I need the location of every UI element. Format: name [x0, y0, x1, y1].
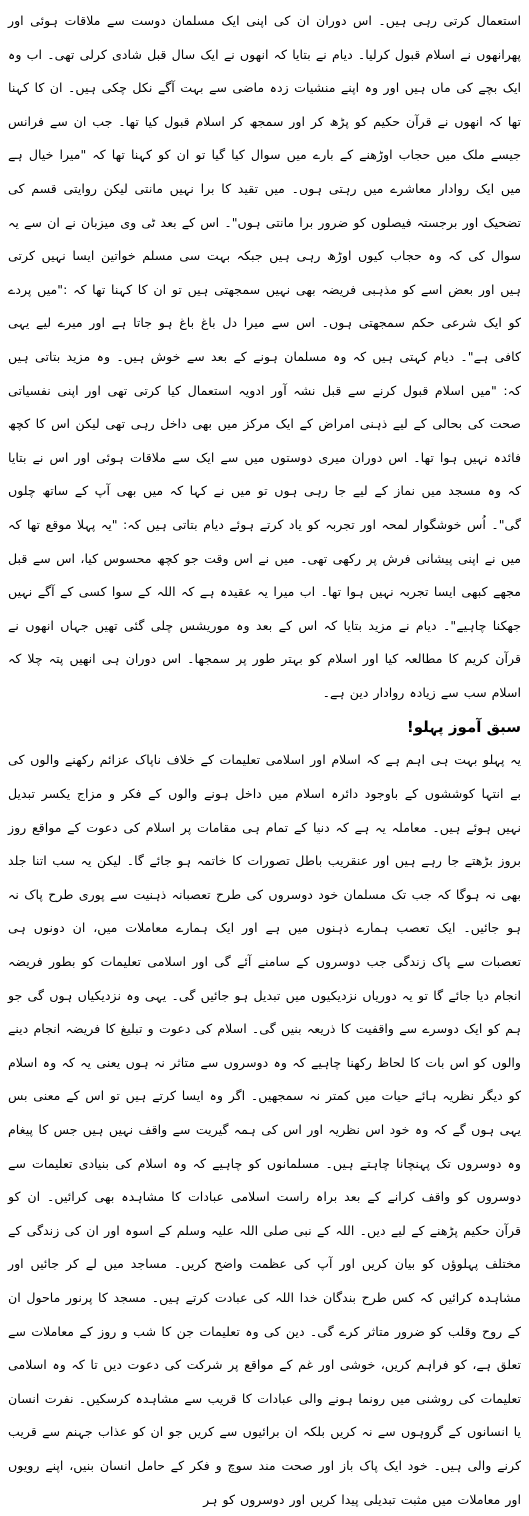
- article-paragraph-1: استعمال کرتی رہی ہیں۔ اس دوران ان کی اپنی ایک مسلمان دوست سے ملاقات ہوئی اور پھرانھوں نے اسلام قبول کرلیا۔ دیام نے بتایا کہ انھوں نے ایک سال قبل شادی کرلی تھی۔ اب وہ ایک بچے کی ماں ہیں اور وہ اپنے منشیات زدہ ماضی سے بہت آگے نکل چکی ہیں۔ ان کا کہنا تھا کہ انھوں نے قرآن حکیم کو پڑھ کر اور سمجھ کر اسلام قبول کیا تھا۔ جب ان سے فرانس جیسے ملک میں حجاب اوڑھنے کے بارے میں سوال کیا گیا تو ان کو کہنا تھا کہ "میرا خیال ہے میں ایک روادار معاشرے میں رہتی ہوں۔ میں تقید کا برا نہیں مانتی لیکن روایتی قسم کی تضحیک اور برجستہ فیصلوں کو ضرور برا مانتی ہوں"۔ اس کے بعد ٹی وی میزبان نے ان سے یہ سوال کی کہ وہ حجاب کیوں اوڑھ رہی ہیں جبکہ بہت سی مسلم خواتین ایسا نہیں کرتی ہیں اور بعض اسے کو مذہبی فریضہ بھی نہیں سمجھتی ہیں تو ان کا کہنا تھا کہ :"میں پردے کو ایک شرعی حکم سمجھتی ہوں۔ اس سے میرا دل باغ باغ ہو جاتا ہے اور میرے لیے یہی کافی ہے"۔ دیام کہتی ہیں کہ وہ مسلمان ہونے کے بعد سے خوش ہیں۔ وہ مزید بتاتی ہیں کہ: "میں اسلام قبول کرنے سے قبل نشہ آور ادویہ استعمال کیا کرتی تھی اور اپنی نفسیاتی صحت کی بحالی کے لیے ذہنی امراض کے ایک مرکز میں بھی داخل رہی تھی لیکن اس کا کچھ فائدہ نہیں ہوا تھا۔ اس دوران میری دوستوں میں سے ایک سے ملاقات ہوئی اور اس نے بتایا کہ وہ مسجد میں نماز کے لیے جا رہی ہوں تو میں نے کہا کہ میں بھی آپ کے ساتھ چلوں گی"۔ اُس خوشگوار لمحہ اور تجربہ کو یاد کرتے ہوئے دیام بتاتی ہیں کہ: "یہ پہلا موقع تھا کہ میں نے اپنی پیشانی فرش پر رکھی تھی۔ میں نے اس وقت جو کچھ محسوس کیا، اس سے قبل مجھے کبھی ایسا تجربہ نہیں ہوا تھا۔ اب میرا یہ عقیدہ ہے کہ اللہ کے سوا کسی کے آگے نہیں جھکنا چاہیے"۔ دیام نے مزید بتایا کہ اس کے بعد وہ موریشس چلی گئی تھیں جہاں انھوں نے قرآن کریم کا مطالعہ کیا اور اسلام کو بہتر طور پر سمجھا۔ اس دوران ہی انھیں پتہ چلا کہ اسلام سب سے زیادہ روادار دین ہے۔: [8, 13, 521, 700]
- section-heading: سبق آموز پہلو!: [406, 718, 521, 737]
- article-paragraph-2: یہ پہلو بہت ہی اہم ہے کہ اسلام اور اسلامی تعلیمات کے خلاف ناپاک عزائم رکھنے والوں کی بے انتہا کوششوں کے باوجود دائرہ اسلام میں داخل ہونے والوں کے فکر و مزاج یکسر تبدیل نہیں ہوئے ہیں۔ معاملہ یہ ہے کہ دنیا کے تمام ہی مقامات پر اسلام کی دعوت کے مواقع روز بروز بڑھتے جا رہے ہیں اور عنقریب باطل تصورات کا خاتمہ ہو جائے گا۔ لیکن یہ سب اتنا جلد بھی نہ ہوگا کہ جب تک مسلمان خود دوسروں کی طرح تعصبانہ ذہنیت سے پوری طرح پاک نہ ہو جائیں۔ ایک تعصب ہمارے ذہنوں میں ہے اور ایک ہمارے معاملات میں، ان دونوں ہی تعصبات سے پاک زندگی جب دوسروں کے سامنے آئے گی اور اسلامی تعلیمات کو بطور فریضہ انجام دیا جائے گا تو یہ دوریاں نزدیکیوں میں تبدیل ہو جائیں گی۔ یہی وہ نزدیکیاں ہوں گی جو ہم کو ایک دوسرے سے واقفیت کا ذریعہ بنیں گی۔ اسلام کی دعوت و تبلیغ کا فریضہ انجام دینے والوں کو اس بات کا لحاظ رکھنا چاہیے کہ وہ دوسروں سے متاثر نہ ہوں یعنی یہ کہ وہ اسلام کو دیگر نظریہ ہائے حیات میں کمتر نہ سمجھیں۔ اگر وہ ایسا کرتے ہیں تو اس کے معنی بس یہی ہوں گے کہ وہ خود اس نظریہ اور اس کی ہمہ گیریت سے واقف نہیں ہیں جس کا پیغام وہ دوسروں تک پہنچانا چاہتے ہیں۔ مسلمانوں کو چاہیے کہ وہ اسلام کی بنیادی تعلیمات سے دوسروں کو واقف کرانے کے بعد براہ راست اسلامی عبادات کا مشاہدہ بھی کرائیں۔ ان کو قرآن حکیم پڑھنے کے لیے دیں۔ اللہ کے نبی صلی اللہ علیہ وسلم کے اسوہ اور ان کی زندگی کے مختلف پہلوؤں کو بیان کریں اور آپ کی عظمت واضح کریں۔ مساجد میں لے کر جائیں اور مشاہدہ کرائیں کہ کس طرح بندگان خدا اللہ کی عبادت کرتے ہیں۔ مسجد کا پرنور ماحول ان کے روح وقلب کو ضرور متاثر کرے گی۔ دین کی وہ تعلیمات جن کا شب و روز کے معاملات سے تعلق ہے، کو فراہم کریں، خوشی اور غم کے مواقع پر شرکت کی دعوت دیں تا کہ وہ اسلامی تعلیمات کی روشنی میں رونما ہونے والی عبادات کا قریب سے مشاہدہ کرسکیں۔ نفرت انسان یا انسانوں کے گروہوں سے نہ کریں بلکہ ان برائیوں سے کریں جو ان کو عذاب جہنم سے قریب کرنے والی ہیں۔ خود ایک پاک باز اور صحت مند سوچ و فکر کے حامل انسان بنیں، اپنے رویوں اور معاملات میں مثبت تبدیلی پیدا کریں اور دوسروں کو ہر: [8, 752, 521, 1507]
